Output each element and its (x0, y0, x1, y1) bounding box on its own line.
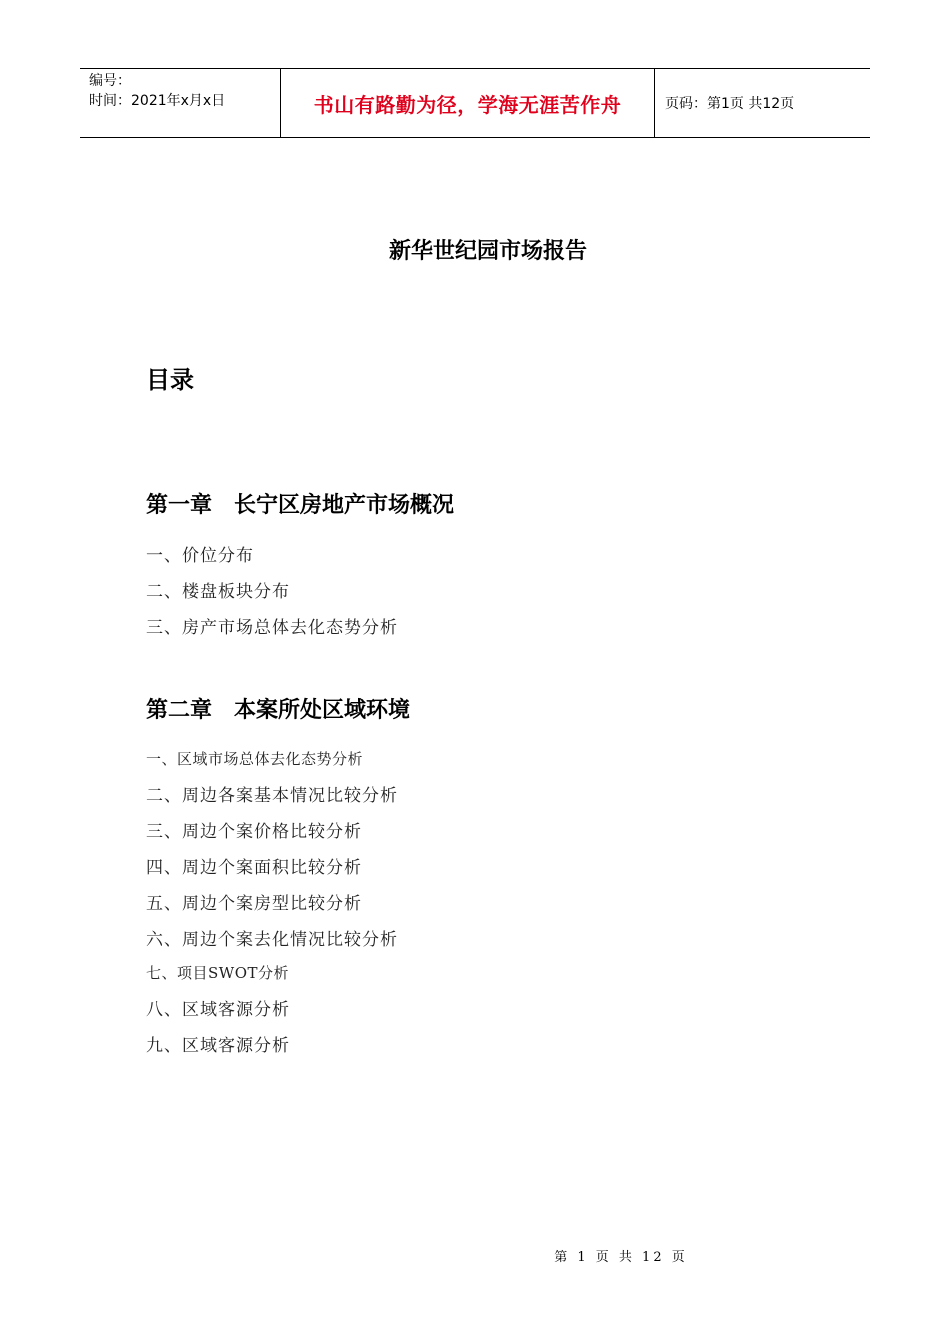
header-motto-cell (281, 69, 655, 137)
toc-item: 三、周边个案价格比较分析 (146, 822, 362, 842)
header-meta (80, 69, 281, 137)
document-title: 新华世纪园市场报告 (388, 238, 587, 264)
toc-item: 一、价位分布 (146, 546, 254, 566)
page-info-text: 页码：第1页 共12页 (665, 96, 795, 112)
time-label: 时间：2021年x月x日 (89, 93, 226, 109)
toc-item: 七、项目SWOT分析 (146, 964, 289, 982)
toc-item: 三、房产市场总体去化态势分析 (146, 618, 398, 638)
toc-heading: 目录 (146, 366, 194, 394)
toc-item: 四、周边个案面积比较分析 (146, 858, 362, 878)
chapter-2-title: 第二章 本案所处区域环境 (146, 698, 411, 723)
toc-item: 八、区域客源分析 (146, 1000, 290, 1020)
chapter-1-title: 第一章 长宁区房地产市场概况 (146, 493, 455, 518)
toc-item: 二、周边各案基本情况比较分析 (146, 786, 398, 806)
page-header (80, 68, 870, 138)
toc-item: 二、楼盘板块分布 (146, 582, 290, 602)
toc-item: 六、周边个案去化情况比较分析 (146, 930, 398, 950)
toc-item: 九、区域客源分析 (146, 1036, 290, 1056)
toc-item: 五、周边个案房型比较分析 (146, 894, 362, 914)
toc-item: 一、区域市场总体去化态势分析 (146, 750, 364, 768)
header-page-info (655, 69, 870, 137)
number-label: 编号： (89, 73, 131, 89)
page-footer: 第 1 页 共 12 页 (554, 1250, 688, 1265)
header-motto: 书山有路勤为径，学海无涯苦作舟 (313, 92, 622, 117)
